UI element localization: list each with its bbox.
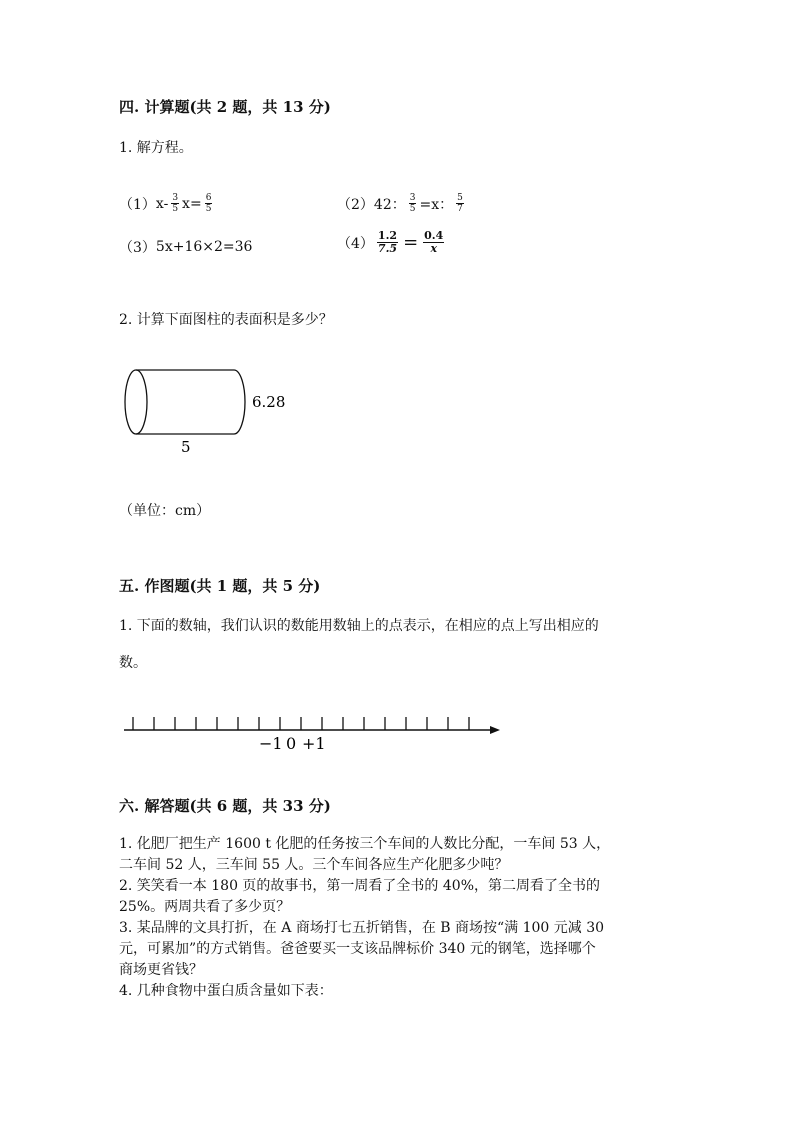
fraction: $\frac{6}{5}$ (205, 193, 212, 214)
number-line-arrow (490, 726, 500, 734)
section-4-heading: 四. 计算题(共 2 题，共 13 分) (119, 98, 331, 116)
number-line (118, 708, 508, 758)
question-line: 3. 某品牌的文具打折，在 A 商场打七五折销售，在 B 商场按“满 100 元减 30 (119, 920, 605, 936)
question-line: 2. 笑笑看一本 180 页的故事书，第一周看了全书的 40%，第二周看了全书的 (119, 878, 600, 894)
equation-1 (119, 193, 215, 214)
cylinder-figure (115, 360, 305, 460)
cylinder-height-label: 6.28 (252, 393, 286, 411)
question-6-1 (119, 834, 610, 876)
question-line: 商场更省钱？ (119, 962, 203, 978)
equals-sign: = (403, 232, 419, 253)
section-6-heading: 六. 解答题(共 6 题，共 33 分) (119, 797, 331, 815)
equation-label: （2） (337, 196, 374, 213)
axis-label-minus-1: −1 (259, 734, 283, 753)
question-4-2-title: 2. 计算下面图柱的表面积是多少？ (119, 312, 333, 328)
equation-text: 42： (373, 196, 406, 213)
equation-text: =x： (419, 196, 454, 213)
equation-label: （1） (119, 196, 156, 213)
axis-label-zero: 0 (286, 734, 297, 753)
question-line: 元，可累加”的方式销售。爸爸要买一支该品牌标价 340 元的钢笔，选择哪个 (119, 941, 596, 957)
equation-text: 5x+16×2=36 (155, 239, 253, 255)
fraction: $\frac{0.4}{x}$ (424, 229, 444, 255)
unit-note: （单位：cm） (119, 503, 211, 519)
cylinder-right-end (234, 370, 245, 434)
axis-label-plus-1: +1 (302, 734, 326, 753)
fraction: $\frac{1.2}{7.5}$ (377, 229, 398, 255)
equation-text: x- (155, 195, 169, 212)
question-line: 4. 几种食物中蛋白质含量如下表： (119, 983, 333, 999)
question-line: 25%。两周共看了多少页？ (119, 899, 291, 915)
section-5-heading: 五. 作图题(共 1 题，共 5 分) (119, 577, 321, 595)
question-line: 二车间 52 人，三车间 55 人。三个车间各应生产化肥多少吨？ (119, 857, 509, 873)
fraction: $\frac{3}{5}$ (409, 193, 416, 214)
equation-4 (337, 230, 447, 255)
equation-text: x= (182, 195, 202, 212)
question-5-1-line-1: 1. 下面的数轴，我们认识的数能用数轴上的点表示，在相应的点上写出相应的 (119, 618, 599, 634)
equation-label: （4） (337, 235, 374, 252)
question-5-1-line-2: 数。 (119, 655, 147, 671)
question-4-1-title: 1. 解方程。 (119, 140, 193, 156)
equation-2 (337, 193, 467, 214)
cylinder-left-end (125, 370, 147, 434)
question-6-4 (119, 981, 333, 1002)
question-line: 1. 化肥厂把生产 1600 t 化肥的任务按三个车间的人数比分配，一车间 53 人， (119, 836, 611, 852)
question-6-3 (119, 918, 604, 981)
question-6-2 (119, 876, 600, 918)
fraction: $\frac{5}{7}$ (457, 193, 463, 214)
fraction: $\frac{3}{5}$ (172, 193, 179, 214)
cylinder-length-label: 5 (181, 438, 191, 456)
number-line-ticks (133, 717, 469, 730)
equation-label: （3） (119, 240, 156, 256)
equation-3 (119, 237, 252, 257)
